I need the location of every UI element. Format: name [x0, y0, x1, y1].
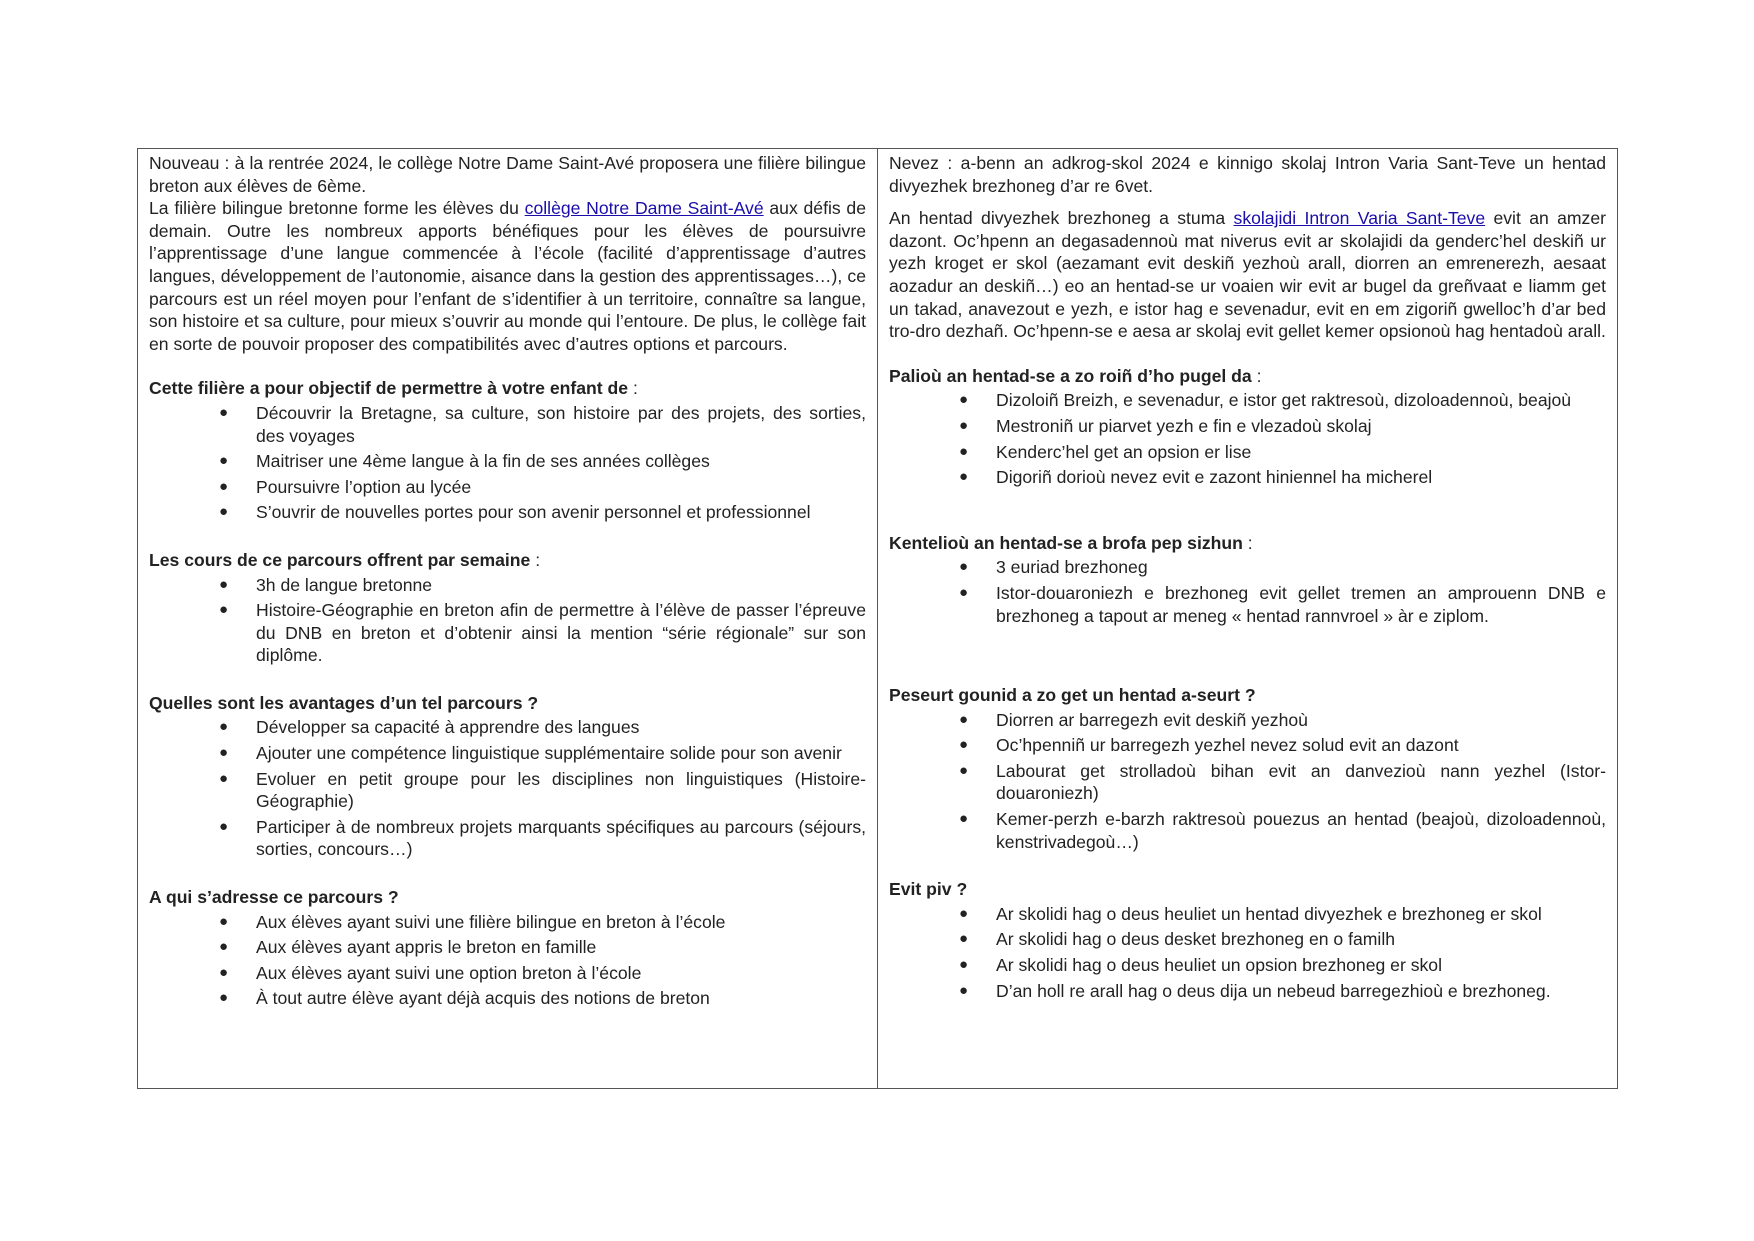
bullet-icon: ● [219, 403, 229, 421]
section-heading-courses: Les cours de ce parcours offrent par semaine : [149, 549, 541, 570]
objectives-list [149, 402, 866, 524]
section-heading-courses: Kenteliοù an hentad-se a brofa pep sizhun : [889, 532, 1253, 553]
bullet-icon: ● [959, 810, 969, 828]
bullet-icon: ● [219, 744, 229, 762]
section-heading-advantages: Peseurt gounid a zo get un hentad a-seurt ? [889, 685, 1256, 706]
bullet-icon: ● [959, 442, 969, 460]
section-heading-audience: Evit piv ? [889, 879, 968, 900]
bullet-icon: ● [959, 558, 969, 576]
section-heading-advantages: Quelles sont les avantages d’un tel parcours ? [149, 692, 539, 713]
courses-list [149, 574, 866, 667]
section-heading-objectives: Palioù an hentad-se a zo roiñ d’ho pugel da : [889, 365, 1262, 386]
list-item: ● 3h de langue bretonne [219, 574, 433, 595]
intro-paragraph: Nouveau : à la rentrée 2024, le collège Notre Dame Saint-Avé proposera une filière bilingue breton aux élèves de 6ème. [149, 153, 866, 196]
bullet-icon: ● [959, 956, 969, 974]
bullet-icon: ● [219, 718, 229, 736]
advantages-list [889, 709, 1606, 854]
bullet-icon: ● [219, 575, 229, 593]
bullet-icon: ● [959, 761, 969, 779]
list-item: ● Développer sa capacité à apprendre des langues [219, 717, 640, 738]
list-item: ● D’an holl re arall hag o deus dija un nebeud barregezhioù e brezhoneg. [959, 980, 1551, 1001]
courses-list [889, 556, 1606, 627]
list-item: ● Mestroniñ ur piarvet yezh e fin e vlezadoù skolaj [959, 415, 1372, 436]
bullet-icon: ● [219, 938, 229, 956]
breton-column [878, 149, 1617, 1088]
list-item: ● Ar skolidi hag o deus desket brezhoneg en o familh [959, 929, 1396, 950]
list-item: ● Labourat get strolladoù bihan evit an danvezioù nann yezhel (Istor-douaroniezh) [959, 760, 1606, 804]
section-heading-objectives: Cette filière a pour objectif de permettre à votre enfant de : [149, 378, 638, 399]
intro-paragraph: Nevez : a-benn an adkrog-skol 2024 e kinnigo skolaj Intron Varia Sant-Teve un hentad divyezhek brezhoneg d’ar re 6vet. [889, 153, 1606, 196]
list-item: ● Aux élèves ayant appris le breton en famille [219, 937, 597, 958]
bullet-icon: ● [219, 477, 229, 495]
list-item: ● Evoluer en petit groupe pour les disciplines non linguistiques (Histoire-Géographie) [219, 768, 866, 812]
audience-list [889, 903, 1606, 1002]
description-paragraph: La filière bilingue bretonne forme les élèves du collège Notre Dame Saint-Avé aux défis de demain. Outre les nombreux apports bénéfiques pour les élèves de poursuivre l’apprentissage d’une langue commencée à l’école (facilité d’apprentissage d’autres langues, développement de l’autonomie, aisance dans la gestion des apprentissages…), ce parcours est un réel moyen pour l’enfant de s’identifier à un territoire, connaître sa langue, son histoire et sa culture, pour mieux s’ouvrir au monde qui l’entoure. De plus, le collège fait en sorte de pouvoir proposer des compatibilités avec d’autres options et parcours. [149, 198, 866, 354]
list-item: ● Histoire-Géographie en breton afin de permettre à l’élève de passer l’épreuve du DNB en breton et d’obtenir ainsi la mention “série régionale” sur son diplôme. [219, 600, 866, 666]
description-paragraph: An hentad divyezhek brezhoneg a stuma skolajidi Intron Varia Sant-Teve evit an amzer dazont. Oc’hpenn an degasadennoù mat niverus evit ar skolajidi da genderc’hel deskiñ ur yezh kroget er skol (aezamant evit deskiñ yezhoù arall, diorren an emrenerezh, aesaat aozadur an deskiñ…) eo an hentad-se ur voaien wir evit ar bugel da greñvaat e liamm get un takad, anavezout e yezh, e istor hag e sevenadur, evit en em zigoriñ gwelloc’h d’ar bed tro-dro dezhañ. Oc’hpenn-se e aesa ar skolaj evit gellet kemer opsionoù hag hentadoù arall. [889, 208, 1607, 342]
bullet-icon: ● [959, 981, 969, 999]
list-item: ● S’ouvrir de nouvelles portes pour son avenir personnel et professionnel [219, 502, 811, 523]
college-link[interactable]: collège Notre Dame Saint-Avé [524, 198, 764, 219]
bullet-icon: ● [959, 736, 969, 754]
list-item: ● 3 euriad brezhoneg [959, 557, 1148, 578]
audience-list [149, 911, 866, 1010]
list-item: ● Découvrir la Bretagne, sa culture, son histoire par des projets, des sorties, des voyages [219, 402, 866, 446]
list-item: ● Participer à de nombreux projets marquants spécifiques au parcours (séjours, sorties, concours…) [219, 816, 866, 860]
bullet-icon: ● [959, 468, 969, 486]
bullet-icon: ● [219, 989, 229, 1007]
list-item: ● Dizoloiñ Breizh, e sevenadur, e istor get raktresoù, dizoloadennoù, beajoù [959, 390, 1572, 411]
list-item: ● Aux élèves ayant suivi une option breton à l’école [219, 962, 642, 983]
bullet-icon: ● [959, 710, 969, 728]
bullet-icon: ● [219, 452, 229, 470]
list-item: ● Aux élèves ayant suivi une filière bilingue en breton à l’école [219, 911, 726, 932]
section-heading-audience: A qui s’adresse ce parcours ? [149, 887, 399, 908]
list-item: ● À tout autre élève ayant déjà acquis des notions de breton [219, 988, 710, 1009]
list-item: ● Kemer-perzh e-barzh raktresoù pouezus an hentad (beajoù, dizoloadennoù, kenstrivadegoù…) [959, 809, 1606, 852]
skolajidi-link[interactable]: skolajidi Intron Varia Sant-Teve [1233, 208, 1486, 229]
list-item: ● Ar skolidi hag o deus heuliet un hentad divyezhek e brezhoneg er skol [959, 903, 1542, 924]
list-item: ● Ar skolidi hag o deus heuliet un opsion brezhoneg er skol [959, 955, 1442, 976]
bullet-icon: ● [219, 963, 229, 981]
list-item: ● Diorren ar barregezh evit deskiñ yezhoù [959, 709, 1308, 730]
french-column [138, 149, 878, 1088]
bullet-icon: ● [219, 769, 229, 787]
bullet-icon: ● [219, 503, 229, 521]
bullet-icon: ● [219, 817, 229, 835]
bullet-icon: ● [959, 930, 969, 948]
list-item: ● Oc’hpenniñ ur barregezh yezhel nevez solud evit an dazont [959, 735, 1459, 756]
list-item: ● Ajouter une compétence linguistique supplémentaire solide pour son avenir [219, 743, 842, 764]
list-item: ● Kenderc’hel get an opsion er lise [959, 441, 1252, 462]
bullet-icon: ● [959, 391, 969, 409]
bullet-icon: ● [219, 912, 229, 930]
list-item: ● Digoriñ dorioù nevez evit e zazont hiniennel ha micherel [959, 467, 1433, 488]
bullet-icon: ● [959, 583, 969, 601]
bilingual-table [137, 148, 1618, 1089]
bullet-icon: ● [959, 416, 969, 434]
list-item: ● Istor-douaroniezh e brezhoneg evit gellet tremen an amprouenn DNB e brezhoneg a tapout ar meneg « hentad rannvroel » àr e ziplom. [959, 582, 1606, 626]
bullet-icon: ● [219, 601, 229, 619]
list-item: ● Maitriser une 4ème langue à la fin de ses années collèges [219, 451, 710, 472]
objectives-list [889, 389, 1606, 488]
advantages-list [149, 716, 866, 861]
list-item: ● Poursuivre l’option au lycée [219, 476, 472, 497]
bullet-icon: ● [959, 904, 969, 922]
